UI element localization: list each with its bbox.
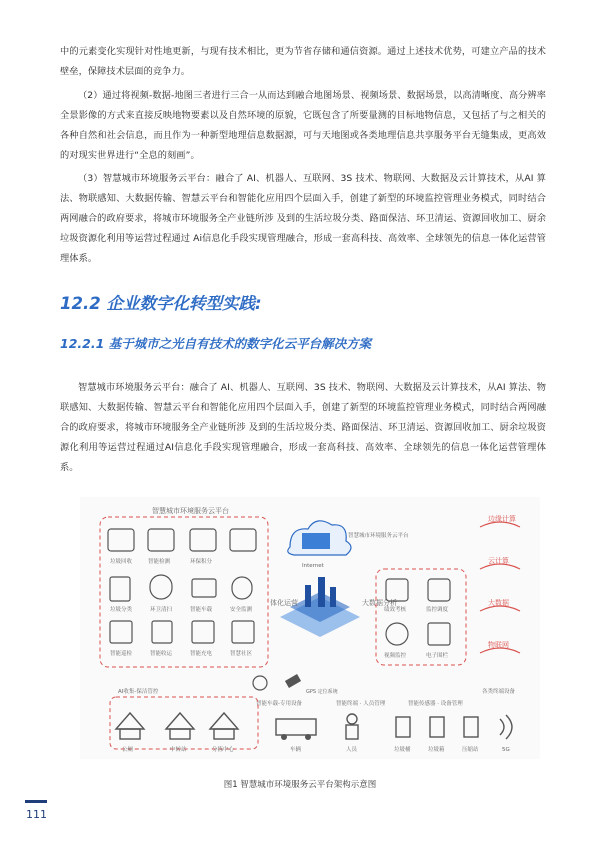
- icon-label: 智能巡检: [110, 651, 133, 657]
- figure-caption: 图1 智慧城市环境服务云平台架构示意图: [223, 780, 377, 790]
- right-label: 边缘计算: [488, 515, 516, 523]
- bottom-label: 分拣中心: [212, 747, 235, 753]
- paragraph-continuation: 中的元素变化实现针对性地更新，与现有技术相比，更为节省存储和通信资源。通过上述技术优势，可建立产品的技术壁垒，保障技术层面的竞争力。: [60, 46, 546, 77]
- page-number: 111: [26, 808, 47, 821]
- icon-label: 智能检测: [148, 559, 171, 565]
- paragraph-item-3: （3）智慧城市环境服务云平台：融合了 AI、机器人、互联网、3S 技术、物联网、大数据及云计算技术，从AI 算法、物联感知、大数据传输、智慧云平台和智能化应用四个层面入手，创建了新型的环境监控管理业务模式，同时结合两网融合的政府要求，将城市环境服务全产业链所涉 及到的生活垃圾分类、路面保洁、环卫清运、资源回收加工、厨余垃圾资源化利用等运营过程通过 Ai信息化手段实现管理融合，形成一套高科技、高效率、全球领先的信息一体化运营管理体系。: [60, 173, 546, 264]
- page-number-bar: [25, 800, 47, 803]
- figure-top-title: 智慧城市环境服务云平台: [152, 507, 229, 515]
- bottom-label: 5G: [502, 747, 510, 753]
- architecture-diagram: [80, 497, 540, 759]
- icon-label: 电子围栏: [426, 653, 449, 659]
- internet-label: Internet: [302, 563, 324, 569]
- subsection-heading: 12.2.1 基于城市之光自有技术的数字化云平台解决方案: [60, 336, 372, 351]
- cloud-label: 智慧城市环境服务云平台: [348, 533, 409, 539]
- right-label: 大数据: [488, 599, 509, 607]
- icon-label: 视频监控: [384, 653, 407, 659]
- icon-label: 智慧社区: [230, 651, 253, 657]
- bottom-label: 压缩站: [462, 747, 479, 753]
- right-label: 物联网: [488, 641, 509, 649]
- bottom-title: 智能车载-专用设备: [256, 701, 302, 707]
- section-heading: 12.2 企业数字化转型实践:: [60, 294, 262, 313]
- gps-label: GPS 定位系统: [306, 689, 338, 695]
- icon-label: 垃圾回收: [110, 559, 133, 565]
- icon-label: 垃圾分类: [110, 607, 133, 613]
- bottom-title: 智能传感器 · 设备管理: [408, 701, 463, 707]
- bottom-title: AI收集-保洁管控: [118, 689, 159, 695]
- bottom-label: 中转站: [170, 747, 187, 753]
- left-center-label: 体化运营: [270, 599, 298, 607]
- icon-label: 智能收运: [150, 651, 173, 657]
- bottom-title: 各类终端设备: [482, 689, 516, 695]
- icon-label: 环保积分: [190, 559, 213, 565]
- bottom-label: 车辆: [290, 747, 302, 753]
- icon-label: 监控调度: [426, 607, 449, 613]
- icon-label: 绩效考核: [384, 607, 407, 613]
- bottom-label: 人员: [346, 747, 358, 753]
- paragraph-item-2: （2）通过将视频-数据-地图三者进行三合一从而达到融合地图场景、视频场景、数据场景，以高清晰度、高分辨率全景影像的方式来直接反映地物要素以及自然环境的原貌，它既包含了所要量测的目标地物信息，又包括了与之相关的各种自然和社会信息，而且作为一种新型地理信息数据源，可与天地图或各类地理信息共享服务平台无缝集成，更高效的对现实世界进行“全息的刻画”。: [60, 90, 546, 161]
- bottom-label: 垃圾桶: [394, 747, 411, 753]
- right-center-label: 大数据分析: [362, 599, 397, 607]
- architecture-figure: [80, 497, 540, 759]
- right-label: 云计算: [488, 557, 509, 565]
- icon-label: 安全监测: [230, 607, 253, 613]
- bottom-label: 公厕: [122, 747, 134, 753]
- bottom-title: 智能终端 · 人员管理: [336, 701, 386, 707]
- icon-label: 环卫清扫: [150, 607, 173, 613]
- icon-label: 智能充电: [190, 651, 213, 657]
- icon-label: 智能车载: [190, 607, 213, 613]
- paragraph-body: 智慧城市环境服务云平台：融合了 AI、机器人、互联网、3S 技术、物联网、大数据及云计算技术，从AI 算法、物联感知、大数据传输、智慧云平台和智能化应用四个层面入手，创建了新型的环境监控管理业务模式，同时结合两网融合的政府要求，将城市环境服务全产业链所涉 及到的生活垃圾分类、路面保洁、环卫清运、资源回收加工、厨余垃圾资源化利用等运营过程通过AI信息化手段实现管理融合，形成一套高科技、高效率、全球领先的信息一体化运营管理体系。: [60, 382, 546, 473]
- bottom-label: 垃圾箱: [428, 747, 445, 753]
